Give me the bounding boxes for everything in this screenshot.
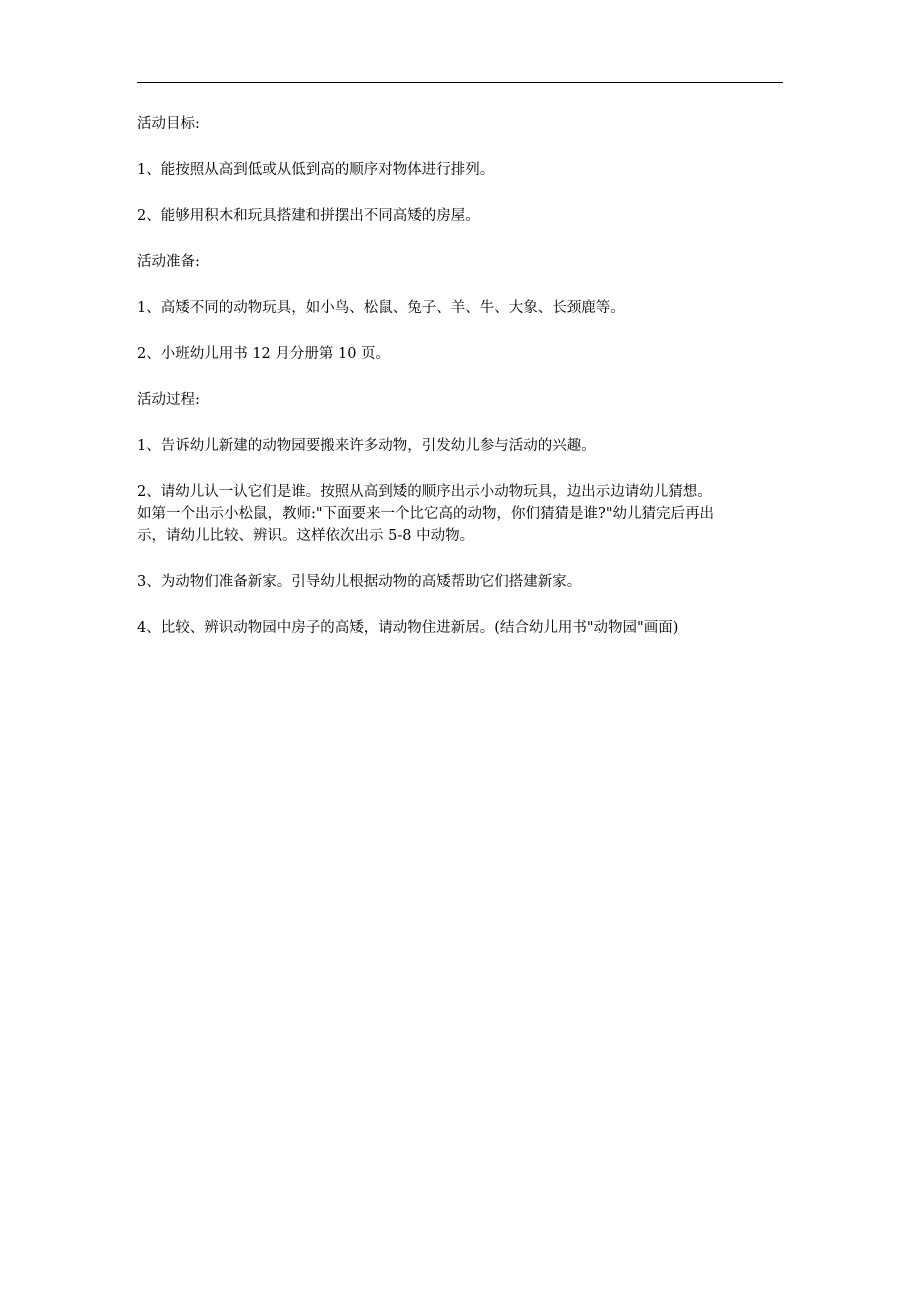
- process-item-2-line-3: 示，请幼儿比较、辨识。这样依次出示 5-8 中动物。: [137, 528, 475, 544]
- process-item-2: [137, 481, 787, 547]
- process-item-2-line-1: 2、请幼儿认一认它们是谁。按照从高到矮的顺序出示小动物玩具，边出示边请幼儿猜想。: [137, 484, 712, 500]
- process-item-2-line-2: 如第一个出示小松鼠，教师:"下面要来一个比它高的动物，你们猜猜是谁?"幼儿猜完后再出: [137, 506, 714, 522]
- goal-item-1: 1、能按照从高到低或从低到高的顺序对物体进行排列。: [137, 162, 495, 178]
- header-rule: [137, 82, 783, 83]
- section-heading-process: 活动过程:: [137, 392, 200, 408]
- section-heading-preparation: 活动准备:: [137, 254, 200, 270]
- process-item-1: 1、告诉幼儿新建的动物园要搬来许多动物，引发幼儿参与活动的兴趣。: [137, 438, 596, 454]
- process-item-4: 4、比较、辨识动物园中房子的高矮，请动物住进新居。(结合幼儿用书"动物园"画面): [137, 620, 679, 636]
- document-body: [137, 113, 787, 663]
- preparation-item-2: 2、小班幼儿用书 12 月分册第 10 页。: [137, 346, 391, 362]
- section-heading-goals: 活动目标:: [137, 116, 200, 132]
- preparation-item-1: 1、高矮不同的动物玩具，如小鸟、松鼠、兔子、羊、牛、大象、长颈鹿等。: [137, 300, 625, 316]
- goal-item-2: 2、能够用积木和玩具搭建和拼摆出不同高矮的房屋。: [137, 208, 480, 224]
- process-item-3: 3、为动物们准备新家。引导幼儿根据动物的高矮帮助它们搭建新家。: [137, 574, 582, 590]
